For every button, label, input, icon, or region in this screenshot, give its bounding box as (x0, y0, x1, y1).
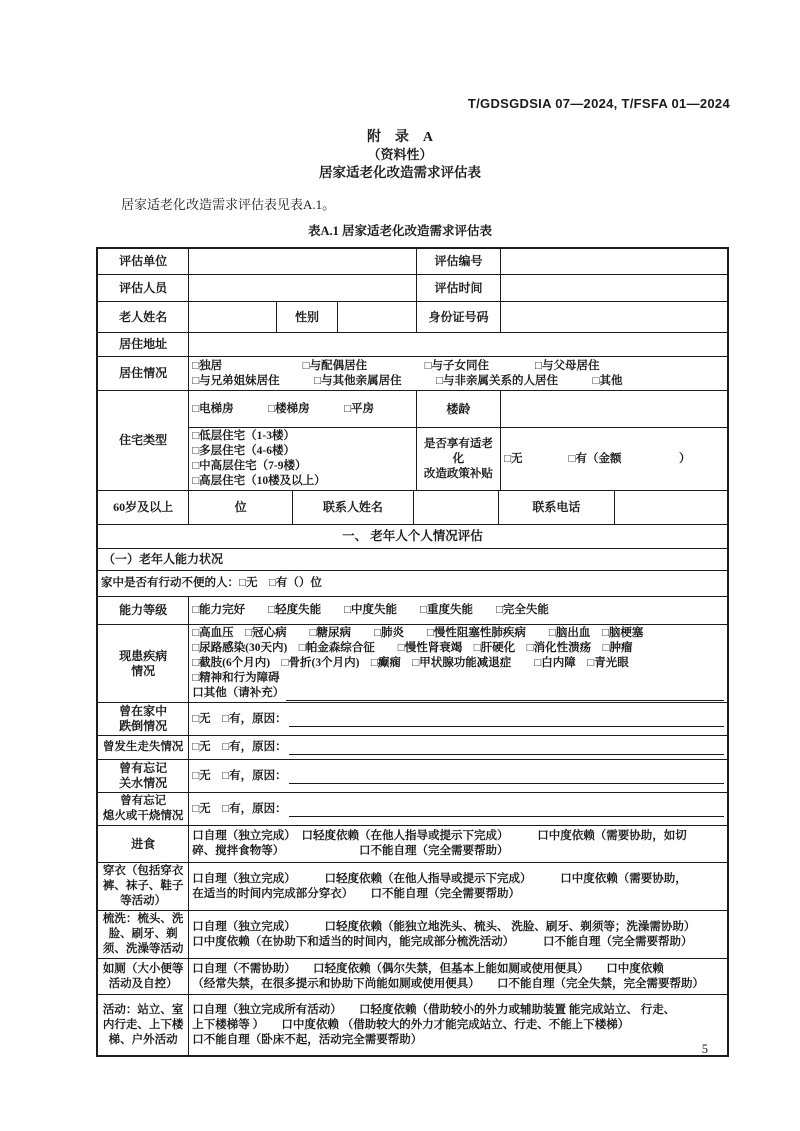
floor-option-2: □多层住宅（4-6楼） (192, 445, 295, 457)
housing-type-options (189, 391, 416, 427)
lost-answer (189, 736, 727, 759)
address-value (189, 333, 727, 356)
row-adl-toileting (98, 959, 727, 995)
disease-options (189, 625, 727, 702)
dress-options-line1: 口自理（独立完成） 口轻度依赖（在他人指导或提示下完成） 口中度依赖（需要协助， (192, 872, 687, 885)
fall-answer-line (192, 712, 724, 727)
fall-label-line1: 曾在家中 (119, 704, 168, 718)
groom-label: 梳洗：梳头、洗脸、刷牙、剃须、洗澡等活动 (98, 911, 189, 958)
housing-type-options-line: □电梯房 □楼梯房 □平房 (192, 402, 375, 415)
mobility-question (98, 571, 727, 596)
contact-phone-label: 联系电话 (499, 491, 615, 524)
fall-answer-prefix: □无 □有，原因： (192, 712, 287, 725)
subsidy-label-line1: 是否享有适老化 (423, 437, 493, 465)
fire-label-line2: 熄火或干烧情况 (102, 810, 184, 822)
eval-no-value (501, 249, 727, 274)
contact-name-label: 联系人姓名 (293, 491, 414, 524)
appendix-subtitle: （资料性） (367, 147, 433, 162)
living-options-line2: □与兄弟姐妹居住 □与其他亲属居住 □与非亲属关系的人居住 □其他 (192, 374, 623, 387)
ability-options-line: □能力完好 □轻度失能 □中度失能 □重度失能 □完全失能 (192, 604, 549, 616)
building-age-value (501, 391, 727, 427)
water-reason-blank-line (289, 771, 724, 784)
eval-person-label: 评估人员 (98, 275, 189, 301)
subsidy-label (417, 428, 501, 490)
fire-reason-blank-line (289, 804, 724, 817)
section1-title: 一、 老年人个人情况评估 (342, 529, 483, 543)
row-eval-unit (98, 249, 727, 275)
move-options-line1: 口自理（独立完成所有活动） 口轻度依赖（借助较小的外力或辅助装置 能完成站立、 行走、 (192, 1003, 676, 1016)
floor-option-3: □中高层住宅（7-9楼） (192, 460, 307, 472)
eval-time-value (501, 275, 727, 301)
mobility-question-line: 家中是否有行动不便的人：□无 □有（）位 (101, 577, 322, 589)
appendix-title: 附 录 A (366, 130, 434, 145)
housing-label: 住宅类型 (98, 391, 189, 490)
fire-answer-line (192, 802, 724, 817)
toilet-options-line1: 口自理（不需协助） 口轻度依赖（偶尔失禁，但基本上能如厕或使用便具） 口中度依赖 (192, 962, 664, 975)
row-adl-moving (98, 995, 727, 1055)
standard-code: T/GDSGDSIA 07—2024, T/FSFA 01—2024 (467, 96, 730, 111)
housing-subrow-floors (189, 428, 727, 490)
groom-options-line2: 口中度依赖（在协助下和适当的时间内，能完成部分梳洗活动） 口不能自理（完全需要帮助） (192, 935, 693, 948)
groom-options-line1: 口自理（独立完成） 口轻度依赖（能独立地洗头、梳头、 洗脸、刷牙、剃须等；洗澡需协助） (192, 920, 696, 933)
fall-label (98, 703, 189, 735)
gender-value (338, 302, 417, 332)
row-subsection1 (98, 549, 727, 571)
row-diseases (98, 625, 727, 703)
row-elder-name (98, 302, 727, 333)
lost-answer-prefix: □无 □有，原因： (192, 741, 287, 753)
row-section1 (98, 525, 727, 549)
toilet-label: 如厕（大小便等活动及自控） (98, 959, 189, 994)
living-label: 居住情况 (98, 357, 189, 390)
disease-line-3: □截肢(6个月内) □骨折(3个月内) □癫痫 □甲状腺功能减退症 □白内障 □青光眼 (192, 657, 629, 669)
fall-reason-blank-line (289, 714, 724, 727)
eat-options-line2: 碎、搅拌食物等） 口不能自理（完全需要帮助） (192, 845, 509, 857)
toilet-options (189, 959, 727, 994)
eat-options-line1: 口自理（独立完成） 口轻度依赖（在他人指导或提示下完成） 口中度依赖（需要协助，如切 (192, 830, 687, 842)
water-answer-prefix: □无 □有，原因： (192, 769, 287, 782)
row-housing-type (98, 391, 727, 491)
row-address (98, 333, 727, 357)
fire-label-line1: 曾有忘记 (120, 795, 167, 807)
subsidy-options-line: □无 □有（金额 ） (504, 452, 691, 465)
disease-label-line1: 现患疾病 (119, 648, 168, 663)
lost-label: 曾发生走失情况 (98, 736, 189, 759)
elder-name-value (189, 302, 276, 332)
elder-name-label: 老人姓名 (98, 302, 189, 332)
eat-label: 进食 (98, 826, 189, 862)
water-answer (189, 760, 727, 792)
id-number-value (501, 302, 727, 332)
row-adl-dressing (98, 863, 727, 911)
water-label (98, 760, 189, 792)
ability-options (189, 597, 727, 624)
subsidy-label-line2: 改造政策补贴 (423, 467, 493, 480)
dress-options-line2: 在适当的时间内完成部分穿衣） 口不能自理（完全需要帮助） (192, 887, 520, 900)
fire-answer (189, 793, 727, 825)
row-adl-eating (98, 826, 727, 863)
move-options-line3: 口不能自理（卧床不起，活动完全需要帮助） (192, 1033, 423, 1046)
fire-answer-prefix: □无 □有，原因： (192, 802, 287, 815)
subsection1-title: （一）老年人能力状况 (103, 552, 224, 566)
move-label: 活动：站立、室内行走、上下楼梯、户外活动 (98, 995, 189, 1055)
disease-label (98, 625, 189, 702)
water-label-line1: 曾有忘记 (119, 761, 168, 775)
disease-other-prefix: 口其他（请补充） (192, 687, 285, 699)
fall-answer (189, 703, 727, 735)
living-options-line1: □独居 □与配偶居住 □与子女同住 □与父母居住 (192, 359, 600, 372)
contact-phone-value (615, 491, 727, 524)
dress-options (189, 863, 727, 910)
disease-line-2: □尿路感染(30天内) □帕金森综合征 □慢性肾衰竭 □肝硬化 □消化性溃疡 □肿瘤 (192, 642, 633, 654)
living-options (189, 357, 727, 390)
appendix-name: 居家适老化改造需求评估表 (319, 165, 481, 180)
row-adl-grooming (98, 911, 727, 959)
move-options (189, 995, 727, 1055)
row-lost-history (98, 736, 727, 760)
assessment-table (96, 247, 729, 1057)
row-ability-level (98, 597, 727, 625)
age60-label: 60岁及以上 (98, 491, 189, 524)
row-living-situation (98, 357, 727, 391)
floor-option-4: □高层住宅（10楼及以上） (192, 475, 326, 487)
eat-options (189, 826, 727, 862)
water-label-line2: 关水情况 (119, 776, 168, 790)
housing-subtable (189, 391, 727, 490)
page-number: 5 (701, 1042, 708, 1056)
toilet-options-line2: （经常失禁，在很多提示和协助下尚能如厕或使用便具） 口不能自理（完全失禁，完全需要帮助） (192, 977, 704, 990)
floor-options (189, 428, 416, 490)
eval-person-value (189, 275, 417, 301)
water-answer-line (192, 769, 724, 784)
lost-reason-blank-line (289, 742, 724, 755)
fire-label (98, 793, 189, 825)
eval-no-label: 评估编号 (417, 249, 501, 274)
table-caption: 表A.1 居家适老化改造需求评估表 (307, 224, 493, 238)
id-number-label: 身份证号码 (417, 302, 501, 332)
fall-label-line2: 跌倒情况 (119, 719, 168, 733)
subsidy-options (501, 428, 727, 490)
disease-line-4: □精神和行为障碍 (192, 672, 280, 684)
intro-paragraph: 居家适老化改造需求评估表见表A.1。 (121, 197, 336, 212)
address-label: 居住地址 (98, 333, 189, 356)
row-mobility-question (98, 571, 727, 597)
row-eval-person (98, 275, 727, 302)
housing-subrow-age (189, 391, 727, 428)
disease-line-1: □高血压 □冠心病 □糖尿病 □肺炎 □慢性阻塞性肺疾病 □脑出血 □脑梗塞 (192, 627, 644, 639)
floor-option-1: □低层住宅（1-3楼） (192, 430, 295, 442)
groom-options (189, 911, 727, 958)
disease-other-blank-line (286, 688, 724, 701)
row-age60-contact (98, 491, 727, 525)
eval-time-label: 评估时间 (417, 275, 501, 301)
move-options-line2: 上下楼梯等 ） 口中度依赖 （借助较大的外力才能完成站立、行走、不能上下楼梯） (192, 1018, 630, 1031)
building-age-label: 楼龄 (417, 391, 501, 427)
dress-label: 穿衣（包括穿衣裤、袜子、鞋子等活动） (98, 863, 189, 910)
row-forgot-fire (98, 793, 727, 826)
eval-unit-label: 评估单位 (98, 249, 189, 274)
row-fall-history (98, 703, 727, 736)
row-forgot-water (98, 760, 727, 793)
disease-label-line2: 情况 (131, 663, 156, 678)
gender-label: 性别 (277, 302, 339, 332)
ability-label: 能力等级 (98, 597, 189, 624)
age60-count-cell: 位 (189, 491, 293, 524)
disease-other-line (192, 686, 724, 701)
contact-name-value (414, 491, 499, 524)
eval-unit-value (189, 249, 417, 274)
lost-answer-line (192, 740, 724, 755)
